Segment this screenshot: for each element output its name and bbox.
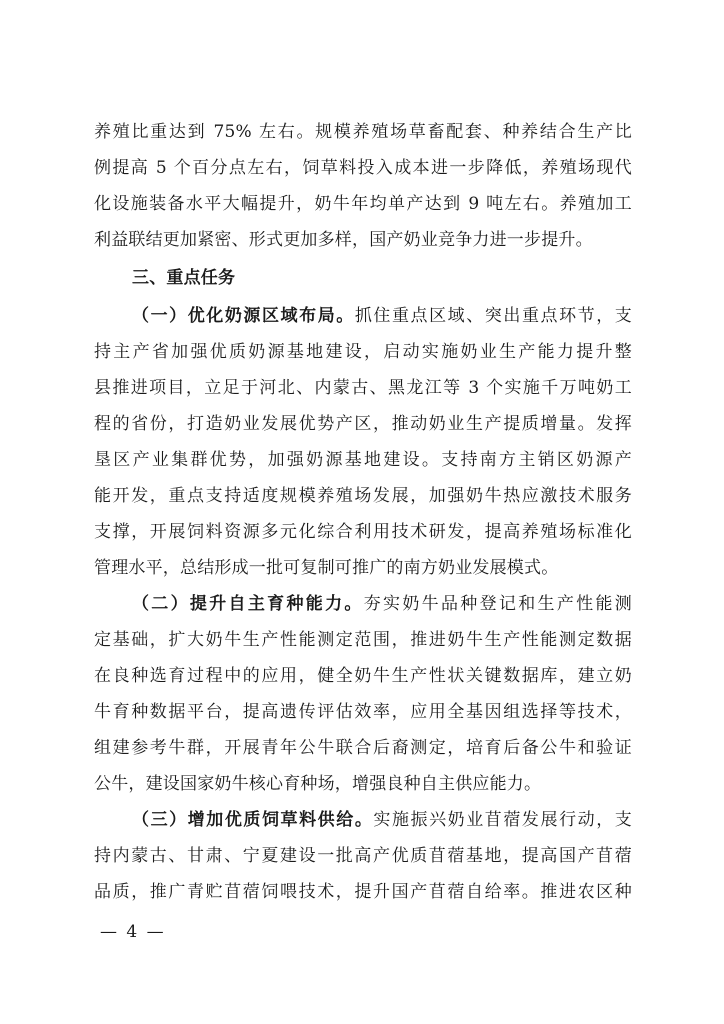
document-body <box>94 114 632 910</box>
paragraph-line: 化设施装备水平大幅提升，奶牛年均单产达到 9 吨左右。养殖加工 <box>94 194 632 214</box>
paragraph-line: 例提高 5 个百分点左右，饲草料投入成本进一步降低，养殖场现代 <box>94 158 632 178</box>
task-2-paragraph <box>94 586 632 802</box>
paragraph-line: 利益联结更加紧密、形式更加多样，国产奶业竞争力进一步提升。 <box>94 230 593 250</box>
task-1-first-text: 抓住重点区域、突出重点环节，支 <box>354 306 632 326</box>
task-2-title: （二）提升自主育种能力。 <box>132 594 364 614</box>
paragraph-line: 垦区产业集群优势，加强奶源基地建设。支持南方主销区奶源产 <box>94 450 632 470</box>
paragraph-first-line <box>94 298 632 334</box>
paragraph-line: 支撑，开展饲料资源多元化综合利用技术研发，提高养殖场标准化 <box>94 522 632 542</box>
paragraph-line: 养殖比重达到 75% 左右。规模养殖场草畜配套、种养结合生产比 <box>94 122 632 142</box>
paragraph-line: 品质，推广青贮苜蓿饲喂技术，提升国产苜蓿自给率。推进农区种 <box>94 882 632 902</box>
paragraph-line: 持内蒙古、甘肃、宁夏建设一批高产优质苜蓿基地，提高国产苜蓿 <box>94 846 632 866</box>
paragraph-line: 定基础，扩大奶牛生产性能测定范围，推进奶牛生产性能测定数据 <box>94 630 632 650</box>
task-1-paragraph <box>94 298 632 586</box>
paragraph-line: 组建参考牛群，开展青年公牛联合后裔测定，培育后备公牛和验证 <box>94 738 632 758</box>
paragraph-line: 持主产省加强优质奶源基地建设，启动实施奶业生产能力提升整 <box>94 342 632 362</box>
intro-paragraph <box>94 114 632 258</box>
task-2-first-text: 夯实奶牛品种登记和生产性能测 <box>363 594 632 614</box>
paragraph-line: 能开发，重点支持适度规模养殖场发展，加强奶牛热应激技术服务 <box>94 486 632 506</box>
paragraph-line: 公牛，建设国家奶牛核心育种场，增强良种自主供应能力。 <box>94 774 542 794</box>
task-3-first-text: 实施振兴奶业苜蓿发展行动，支 <box>373 810 632 830</box>
page-number: — 4 — <box>100 922 166 942</box>
paragraph-line: 牛育种数据平台，提高遗传评估效率，应用全基因组选择等技术， <box>94 702 632 722</box>
paragraph-line: 程的省份，打造奶业发展优势产区，推动奶业生产提质增量。发挥 <box>94 414 632 434</box>
paragraph-line: 管理水平，总结形成一批可复制可推广的南方奶业发展模式。 <box>94 558 559 578</box>
task-3-title: （三）增加优质饲草料供给。 <box>132 810 374 830</box>
paragraph-first-line <box>94 802 632 838</box>
section-heading: 三、重点任务 <box>132 268 236 288</box>
paragraph-line: 在良种选育过程中的应用，健全奶牛生产性状关键数据库，建立奶 <box>94 666 632 686</box>
task-1-title: （一）优化奶源区域布局。 <box>132 306 355 326</box>
paragraph-first-line <box>94 586 632 622</box>
paragraph-line: 县推进项目，立足于河北、内蒙古、黑龙江等 3 个实施千万吨奶工 <box>94 378 632 398</box>
task-3-paragraph <box>94 802 632 910</box>
